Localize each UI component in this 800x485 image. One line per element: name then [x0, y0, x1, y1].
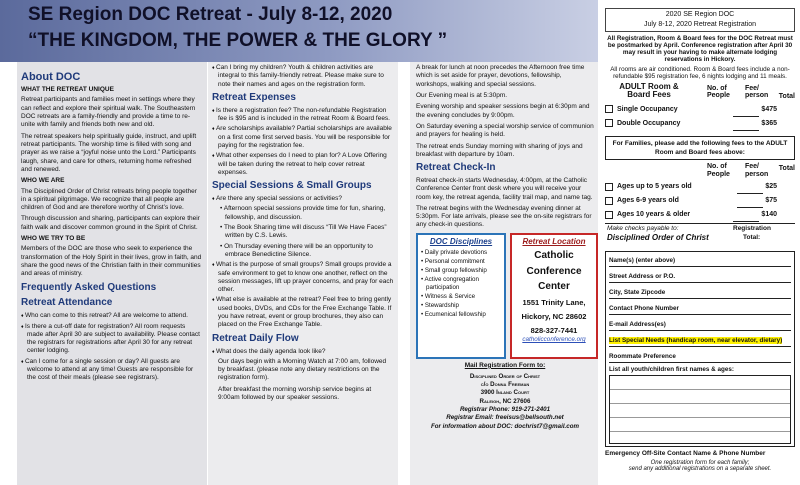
- single-checkbox[interactable]: [605, 105, 613, 113]
- col-people: No. of People: [707, 163, 730, 179]
- unique-heading: WHAT THE RETREAT UNIQUE: [21, 86, 114, 94]
- location-phone: 828-327-7441: [530, 326, 578, 336]
- mail-line: Disciplined Order of Christ: [469, 372, 541, 380]
- faq-item: ♦ Is there a cut-off date for registration? All room requests made after April 30 are subject to availability. Please contact the registrars for registrations after April 30 for any retreat center lodging.: [27, 323, 203, 356]
- registration-label: Registration: [733, 225, 771, 233]
- family-note: For Families, please add the following fees to the ADULT Room and Board fees above:: [605, 136, 795, 161]
- age1-row: [605, 180, 795, 194]
- who-heading: WHO WE ARE: [21, 177, 65, 185]
- single-label: Single Occupancy: [617, 105, 678, 113]
- schedule-paragraph: Evening worship and speaker sessions begin at 6:30pm and the evening concludes by 9:00pm.: [416, 103, 590, 119]
- faq-item: ♦ Is there a registration fee? The non-refundable Registration fee is $95 and is included in the retreat Room & Board fees.: [218, 107, 394, 124]
- column-schedule: [410, 62, 598, 485]
- age2-label: Ages 6-9 years old: [617, 197, 679, 205]
- roommate-field[interactable]: Roommate Preference: [609, 352, 791, 363]
- location-address-2: Hickory, NC 28602: [521, 311, 587, 321]
- mail-line: c/o Donna Freeman: [480, 380, 530, 388]
- col-fee: Fee/ person: [745, 163, 769, 179]
- location-name-1: Catholic: [534, 250, 574, 262]
- checkin-paragraph-2: The retreat begins with the Wednesday evening dinner at 5:30pm. For late arrivals, please see the on-site registrars for any check-in questions.: [416, 204, 592, 229]
- city-field[interactable]: City, State Zipcode: [609, 288, 791, 299]
- special-needs-field[interactable]: List Special Needs (handicap room, near elevator, dietary): [609, 337, 783, 345]
- family-table-header: [605, 163, 795, 179]
- unique-paragraph-2: The retreat speakers help spiritually guide, instruct, and uplift retreat participants. The worship time is filled with song and prayer as we raise a “joyful noise unto the Lord.” Participants laugh, share, and care for others, returning home refreshed and renewed.: [21, 132, 197, 173]
- double-checkbox[interactable]: [605, 119, 613, 127]
- age3-label: Ages 10 years & older: [617, 211, 691, 219]
- who-paragraph-1: The Disciplined Order of Christ retreats bring people together in a spiritual pilgrimage. We recognize that all people are children of God and are therefore worthy of Christ’s love.: [21, 187, 197, 212]
- youth-label: List all youth/children first names & ages:: [609, 366, 734, 374]
- name-field[interactable]: Name(s) (enter above): [609, 256, 791, 267]
- info-boxes: [416, 233, 594, 359]
- col-total: Total: [778, 165, 795, 173]
- location-name-3: Center: [538, 281, 570, 293]
- schedule-paragraph: A break for lunch at noon precedes the Afternoon free time which is set aside for prayer, devotions, fellowship, workshops, walking and special sessions.: [416, 64, 585, 88]
- mail-block: [416, 362, 594, 431]
- mail-line: Raleigh, NC 27606: [479, 397, 531, 405]
- form-header: [605, 8, 795, 32]
- faq-item: ♦ Can I come for a single session or day? All guests are welcome to attend at any time! Guests are responsible for the cost of their meals (please see registrars).: [27, 358, 203, 383]
- about-doc-heading: About DOC: [21, 71, 81, 83]
- age2-checkbox[interactable]: [605, 197, 613, 205]
- faq-item: ♦ Are scholarships available? Partial scholarships are available on a first come first served basis. You will be responsible for paying for the registration fee.: [218, 125, 394, 150]
- schedule-paragraph: Our Evening meal is at 5:30pm.: [416, 91, 508, 99]
- col-people: No. of People: [707, 84, 730, 100]
- fee-table-header: [605, 83, 795, 103]
- flow-paragraph-2: After breakfast the morning worship service begins at 9:00am followed by our speaker sessions.: [218, 385, 372, 402]
- payable-label: Make checks payable to:: [607, 225, 679, 233]
- attendance-heading: Retreat Attendance: [21, 297, 113, 309]
- registrar-phone: Registrar Phone: 919-271-2401: [459, 406, 551, 413]
- single-amount: $475: [761, 105, 777, 113]
- header-title-line1: SE Region DOC Retreat - July 8-12, 2020: [28, 4, 393, 25]
- registration-form: [605, 8, 795, 485]
- faq-item: ♦ Who can come to this retreat? All are welcome to attend.: [27, 312, 203, 320]
- total-label: Total:: [743, 234, 761, 242]
- adult-fees-heading: ADULT Room & Board Fees: [619, 81, 679, 100]
- double-label: Double Occupancy: [617, 119, 681, 127]
- mail-line: 3900 Inland Court: [480, 389, 530, 397]
- flow-paragraph-1: Our days begin with a Morning Watch at 7:00 am, followed by breakfast. (please note any dietary restrictions on the registration form).: [218, 357, 387, 382]
- discipline-item: • Daily private devotions: [426, 249, 501, 257]
- column-about: [17, 62, 207, 485]
- disciplines-title: DOC Disciplines: [429, 236, 493, 246]
- discipline-item: • Witness & Service: [426, 293, 501, 301]
- form-title-1: 2020 SE Region DOC: [665, 11, 735, 18]
- discipline-item: • Ecumenical fellowship: [426, 311, 501, 319]
- contact-fields: [605, 251, 795, 447]
- faq-heading: Frequently Asked Questions: [21, 281, 157, 293]
- who-paragraph-2: Through discussion and sharing, participants can explore their faith walk and discover common ground in the Spirit of Christ.: [21, 215, 200, 231]
- daily-flow-heading: Retreat Daily Flow: [212, 332, 299, 344]
- col-fee: Fee/ person: [745, 84, 769, 100]
- age1-checkbox[interactable]: [605, 183, 613, 191]
- try-heading: WHO WE TRY TO BE: [21, 235, 86, 243]
- location-website-link[interactable]: catholicconference.org: [522, 336, 586, 344]
- faq-item: ♦ What does the daily agenda look like?: [218, 348, 394, 356]
- schedule-paragraph: The retreat ends Sunday morning with sharing of joys and breakfast with departure by 10am.: [416, 142, 583, 158]
- street-field[interactable]: Street Address or P.O.: [609, 272, 791, 283]
- faq-item: ♦ Are there any special sessions or activities?: [218, 195, 394, 203]
- faq-subitem: • Afternoon special sessions provide time for fun, sharing, fellowship, and discussion.: [225, 205, 394, 222]
- location-box: [510, 233, 598, 359]
- age3-checkbox[interactable]: [605, 211, 613, 219]
- phone-field[interactable]: Contact Phone Number: [609, 304, 791, 315]
- email-field[interactable]: E-mail Address(es): [609, 320, 791, 331]
- column-faq: [208, 62, 398, 485]
- discipline-item: • Small group fellowship: [426, 267, 501, 275]
- location-address-1: 1551 Trinity Lane,: [522, 297, 586, 307]
- disciplines-box: [416, 233, 506, 359]
- age3-row: [605, 208, 795, 222]
- payable-row: [605, 223, 795, 243]
- location-name-2: Conference: [526, 265, 582, 277]
- single-row: [605, 103, 795, 117]
- faq-item: ♦ What else is available at the retreat? Feel free to bring gently used books, DVDs, and CDs for the Free Exchange Table. If you have retreat, event or group brochures, they also can placed on the Free Exchange Table.: [218, 296, 394, 329]
- age1-label: Ages up to 5 years old: [617, 183, 692, 191]
- faq-subitem: • The Book Sharing time will discuss “Till We Have Faces” written by C.S. Lewis.: [225, 224, 394, 241]
- double-row: [605, 117, 795, 131]
- checkin-paragraph-1: Retreat check-in starts Wednesday, 4:00pm, at the Catholic Conference Center front desk where you will receive your room key, the retreat agenda, facility trail map, and name tag.: [416, 176, 593, 201]
- people-blank[interactable]: [733, 221, 759, 222]
- form-footnote-2: send any additional registrations on a separate sheet.: [628, 466, 772, 473]
- unique-paragraph-1: Retreat participants and families meet in settings where they can reflect and explore their spiritual walk. The Southeastern DOC retreats are a family-friendly and provide a time to re-unite with family and friends both new and old.: [21, 96, 196, 129]
- schedule-paragraph: On Saturday evening a special worship service of communion and prayers for healing is held.: [416, 122, 594, 139]
- youth-list-field[interactable]: [609, 375, 791, 444]
- fees-note: All Registration, Room & Board fees for the DOC Retreat must be postmarked by April. Conference registration after April 30 may result in your having to make alternate lodging reservations in Hickory.: [607, 34, 793, 63]
- age1-amount: $25: [765, 183, 777, 191]
- discipline-item: • Stewardship: [426, 302, 501, 310]
- try-paragraph: Members of the DOC are those who seek to experience the transformation of the Holy Spirit in their lives, grow in faith, and share the good news of the Christian faith in their communities and areas of ministry.: [21, 245, 202, 278]
- location-title: Retreat Location: [522, 236, 586, 246]
- age2-row: [605, 194, 795, 208]
- air-note: All rooms are air conditioned. Room & Board fees include a non-refundable $95 registration fee, 6 nights lodging and 11 meals.: [610, 65, 790, 80]
- doc-info-email: For information about DOC: dochrist7@gmail.com: [430, 422, 579, 430]
- checkin-heading: Retreat Check-In: [416, 162, 496, 174]
- registrar-email: Registrar Email: freeisus@bellsouth.net: [446, 414, 564, 422]
- form-title-2: July 8-12, 2020 Retreat Registration: [643, 20, 757, 28]
- mail-heading: Mail Registration Form to:: [464, 361, 546, 369]
- discipline-item: • Personal commitment: [426, 258, 501, 266]
- payee-name: Disciplined Order of Christ: [607, 233, 709, 243]
- emergency-field[interactable]: Emergency Off-Site Contact Name & Phone Number: [605, 450, 766, 458]
- header-title-line2: “THE KINGDOM, THE POWER & THE GLORY ”: [28, 30, 448, 51]
- age3-amount: $140: [761, 211, 777, 219]
- faq-item: ♦ What other expenses do I need to plan for? A Love Offering will be taken during the retreat to help cover retreat expenses.: [218, 152, 394, 177]
- people-blank[interactable]: [733, 130, 759, 131]
- faq-item: ♦ Can I bring my children? Youth & children activities are integral to this family-friendly retreat. Please make sure to note their names and ages on the registration form.: [218, 64, 394, 89]
- sessions-heading: Special Sessions & Small Groups: [212, 180, 372, 192]
- faq-subitem: • On Thursday evening there will be an opportunity to embrace Benedictine Silence.: [225, 243, 394, 260]
- expenses-heading: Retreat Expenses: [212, 91, 296, 103]
- double-amount: $365: [761, 119, 777, 127]
- col-total: Total: [778, 92, 795, 100]
- age2-amount: $75: [765, 197, 777, 205]
- faq-item: ♦ What is the purpose of small groups? Small groups provide a safe environment to get to know one another, reflect on the session messages, lift up prayer concerns, and pray for each other.: [218, 261, 394, 294]
- form-footnote-1: One registration form for each family;: [650, 460, 750, 467]
- header-banner: [0, 0, 598, 62]
- discipline-item: • Active congregation participation: [426, 276, 501, 292]
